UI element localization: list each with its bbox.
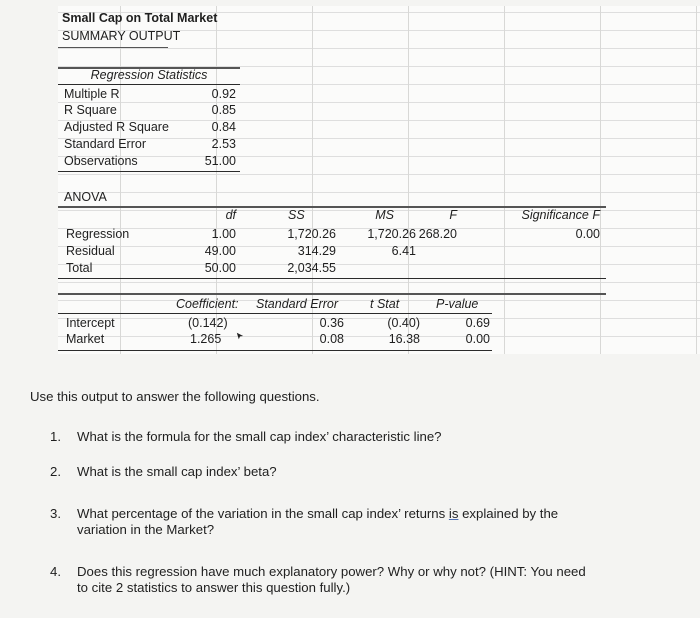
regstats-label: Multiple R bbox=[64, 87, 120, 101]
regstats-value: 51.00 bbox=[204, 154, 236, 168]
coef-pvalue: 0.69 bbox=[465, 316, 490, 330]
question-text-underlined: is bbox=[448, 506, 459, 521]
question-text: Does this regression have much explanatory power? Why or why not? (HINT: You need bbox=[77, 564, 586, 579]
coef-stderr: 0.36 bbox=[319, 316, 344, 330]
coef-header-tstat: t Stat bbox=[370, 297, 400, 311]
anova-row-label: Total bbox=[66, 261, 93, 275]
question-number: 4. bbox=[50, 564, 61, 579]
coef-bottom-rule bbox=[58, 350, 492, 351]
regstats-value: 0.85 bbox=[211, 103, 236, 117]
cursor-arrow-icon bbox=[236, 332, 244, 340]
question-number: 1. bbox=[50, 429, 61, 444]
coef-tstat: (0.40) bbox=[387, 316, 420, 330]
anova-ss: 314.29 bbox=[297, 244, 336, 258]
anova-bottom-rule bbox=[58, 278, 606, 279]
coef-tstat: 16.38 bbox=[388, 332, 420, 346]
coef-row-label: Market bbox=[66, 332, 105, 346]
anova-row-label: Regression bbox=[66, 227, 130, 241]
anova-header-ss: SS bbox=[288, 208, 305, 222]
anova-f: 268.20 bbox=[418, 227, 457, 241]
anova-ss: 1,720.26 bbox=[287, 227, 336, 241]
coef-value: 1.265 bbox=[190, 332, 222, 346]
regstats-value: 0.92 bbox=[211, 87, 236, 101]
sheet-title: Small Cap on Total Market bbox=[62, 11, 218, 25]
regstats-label: Observations bbox=[64, 154, 138, 168]
regstats-value: 2.53 bbox=[211, 137, 236, 151]
regstats-bottom-rule bbox=[58, 171, 240, 172]
instructions-text: Use this output to answer the following questions. bbox=[30, 389, 320, 404]
coef-header-stderr: Standard Error bbox=[256, 297, 338, 311]
coef-pvalue: 0.00 bbox=[465, 332, 490, 346]
question-text-line2: to cite 2 statistics to answer this question fully.) bbox=[77, 580, 351, 595]
regstats-label: R Square bbox=[64, 103, 117, 117]
title-underline bbox=[58, 47, 168, 48]
anova-header-df: df bbox=[225, 208, 236, 222]
question-text: What is the formula for the small cap index’ characteristic line? bbox=[77, 429, 442, 444]
question-text bbox=[77, 506, 558, 522]
regstats-label: Adjusted R Square bbox=[64, 120, 169, 134]
anova-sigf: 0.00 bbox=[575, 227, 600, 241]
coef-header-pvalue: P-value bbox=[436, 297, 479, 311]
coef-row-label: Intercept bbox=[66, 316, 115, 330]
coef-header-coefficient: Coefficient: bbox=[176, 297, 239, 311]
question-number: 2. bbox=[50, 464, 61, 479]
regstats-header: Regression Statistics bbox=[90, 68, 208, 82]
anova-df: 49.00 bbox=[204, 244, 236, 258]
coef-value: (0.142) bbox=[188, 316, 228, 330]
anova-header-f: F bbox=[449, 208, 457, 222]
question-text-part: What percentage of the variation in the small cap index’ returns bbox=[77, 506, 449, 521]
anova-header-sigf: Significance F bbox=[521, 208, 600, 222]
anova-ms: 1,720.26 bbox=[367, 227, 416, 241]
coef-header-rule bbox=[58, 313, 492, 314]
anova-ss: 2,034.55 bbox=[287, 261, 336, 275]
anova-ms: 6.41 bbox=[391, 244, 416, 258]
regstats-label: Standard Error bbox=[64, 137, 146, 151]
anova-df: 50.00 bbox=[204, 261, 236, 275]
coef-stderr: 0.08 bbox=[319, 332, 344, 346]
question-number: 3. bbox=[50, 506, 61, 521]
anova-row-label: Residual bbox=[66, 244, 115, 258]
regstats-value: 0.84 bbox=[211, 120, 236, 134]
question-text: What is the small cap index’ beta? bbox=[77, 464, 277, 479]
summary-output-label: SUMMARY OUTPUT bbox=[62, 29, 181, 43]
coef-top-rule bbox=[58, 293, 606, 295]
question-text-line2: variation in the Market? bbox=[77, 522, 215, 537]
question-text-part: explained by the bbox=[458, 506, 559, 521]
anova-label: ANOVA bbox=[64, 190, 107, 204]
regstats-header-rule bbox=[58, 84, 240, 85]
anova-df: 1.00 bbox=[211, 227, 236, 241]
anova-header-ms: MS bbox=[375, 208, 394, 222]
